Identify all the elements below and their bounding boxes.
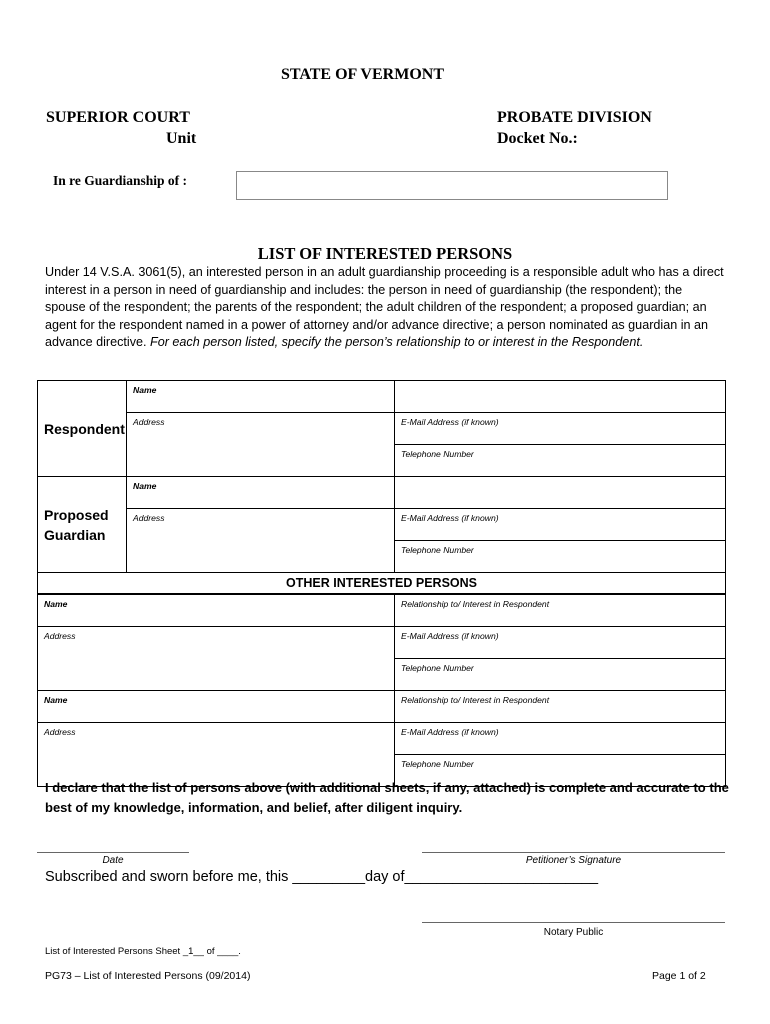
inre-label: In re Guardianship of : <box>53 173 188 188</box>
sheet-count: List of Interested Persons Sheet _1__ of ____. <box>45 946 241 957</box>
other2-email-label: E-Mail Address (if known) <box>401 727 499 737</box>
respondent-telephone-label: Telephone Number <box>401 449 474 459</box>
guardian-telephone-label: Telephone Number <box>401 545 474 555</box>
guardian-address-label: Address <box>133 513 165 523</box>
guardian-email-label: E-Mail Address (if known) <box>401 513 499 523</box>
date-label: Date <box>102 855 124 866</box>
respondent-name-field[interactable] <box>127 381 395 413</box>
guardianship-name-field[interactable] <box>236 171 668 200</box>
state-title: STATE OF VERMONT <box>281 66 444 83</box>
division-name: PROBATE DIVISION <box>497 109 652 126</box>
petitioner-signature-label: Petitioner’s Signature <box>525 855 622 866</box>
guardian-name-label: Name <box>133 481 157 491</box>
proposed-guardian-label-line2: Guardian <box>44 526 106 543</box>
other1-address-field[interactable] <box>38 627 395 691</box>
unit-label: Unit <box>166 130 197 147</box>
guardian-name-extra-field[interactable] <box>395 477 726 509</box>
other1-address-label: Address <box>44 631 76 641</box>
intro-paragraph <box>45 264 725 352</box>
respondent-telephone-field[interactable] <box>395 445 726 477</box>
guardian-email-field[interactable] <box>395 509 726 541</box>
other-persons-header: OTHER INTERESTED PERSONS <box>38 573 726 595</box>
other2-telephone-label: Telephone Number <box>401 759 474 769</box>
guardian-name-field[interactable] <box>127 477 395 509</box>
other2-name-field[interactable] <box>38 691 395 723</box>
intro-italic-text: For each person listed, specify the person’s relationship to or interest in the Respondent. <box>150 335 644 349</box>
intro-text: Under 14 V.S.A. 3061(5), an interested person in an adult guardianship proceeding is a responsible adult who has a direct interest in a person in need of guardianship and includes: the person in need of guardianship (the respondent); the spouse of the respondent; the parents of the respondent; the adult children of the respondent; a proposed guardian; an agent for the respondent named in a power of attorney and/or advance directive; a person nominated as guardian in an advance directive. <box>45 265 724 349</box>
page-number: Page 1 of 2 <box>652 970 706 982</box>
proposed-guardian-label <box>38 477 127 573</box>
other1-name-label: Name <box>44 599 68 609</box>
respondent-email-label: E-Mail Address (if known) <box>401 417 499 427</box>
other1-relationship-label: Relationship to/ Interest in Respondent <box>401 599 550 609</box>
other1-name-field[interactable] <box>38 594 395 627</box>
respondent-name-extra-field[interactable] <box>395 381 726 413</box>
other2-address-label: Address <box>44 727 76 737</box>
guardian-telephone-field[interactable] <box>395 541 726 573</box>
other2-relationship-label: Relationship to/ Interest in Respondent <box>401 695 550 705</box>
petitioner-signature-line[interactable] <box>422 852 725 853</box>
docket-label: Docket No.: <box>497 130 578 147</box>
respondent-email-field[interactable] <box>395 413 726 445</box>
other2-email-field[interactable] <box>395 723 726 755</box>
declaration-text: I declare that the list of persons above (with additional sheets, if any, attached) is complete and accurate to the best of my knowledge, information, and belief, after diligent inquiry. <box>45 780 729 815</box>
form-title: LIST OF INTERESTED PERSONS <box>257 244 513 263</box>
other1-relationship-field[interactable] <box>395 594 726 627</box>
other2-relationship-field[interactable] <box>395 691 726 723</box>
respondent-name-label: Name <box>133 385 157 395</box>
other2-address-field[interactable] <box>38 723 395 787</box>
other1-telephone-field[interactable] <box>395 659 726 691</box>
interested-persons-table <box>37 380 726 787</box>
other2-name-label: Name <box>44 695 68 705</box>
respondent-address-field[interactable] <box>127 413 395 477</box>
form-footer: PG73 – List of Interested Persons (09/2014) <box>45 970 251 982</box>
court-name: SUPERIOR COURT <box>46 109 190 126</box>
other1-email-field[interactable] <box>395 627 726 659</box>
date-line[interactable] <box>37 852 189 853</box>
other1-email-label: E-Mail Address (if known) <box>401 631 499 641</box>
proposed-guardian-label-line1: Proposed <box>44 506 109 523</box>
guardian-address-field[interactable] <box>127 509 395 573</box>
respondent-address-label: Address <box>133 417 165 427</box>
sworn-statement: Subscribed and sworn before me, this _________day of________________________ <box>45 869 599 885</box>
other1-telephone-label: Telephone Number <box>401 663 474 673</box>
notary-label: Notary Public <box>543 927 604 938</box>
respondent-label: Respondent <box>38 381 127 477</box>
notary-signature-line[interactable] <box>422 922 725 923</box>
